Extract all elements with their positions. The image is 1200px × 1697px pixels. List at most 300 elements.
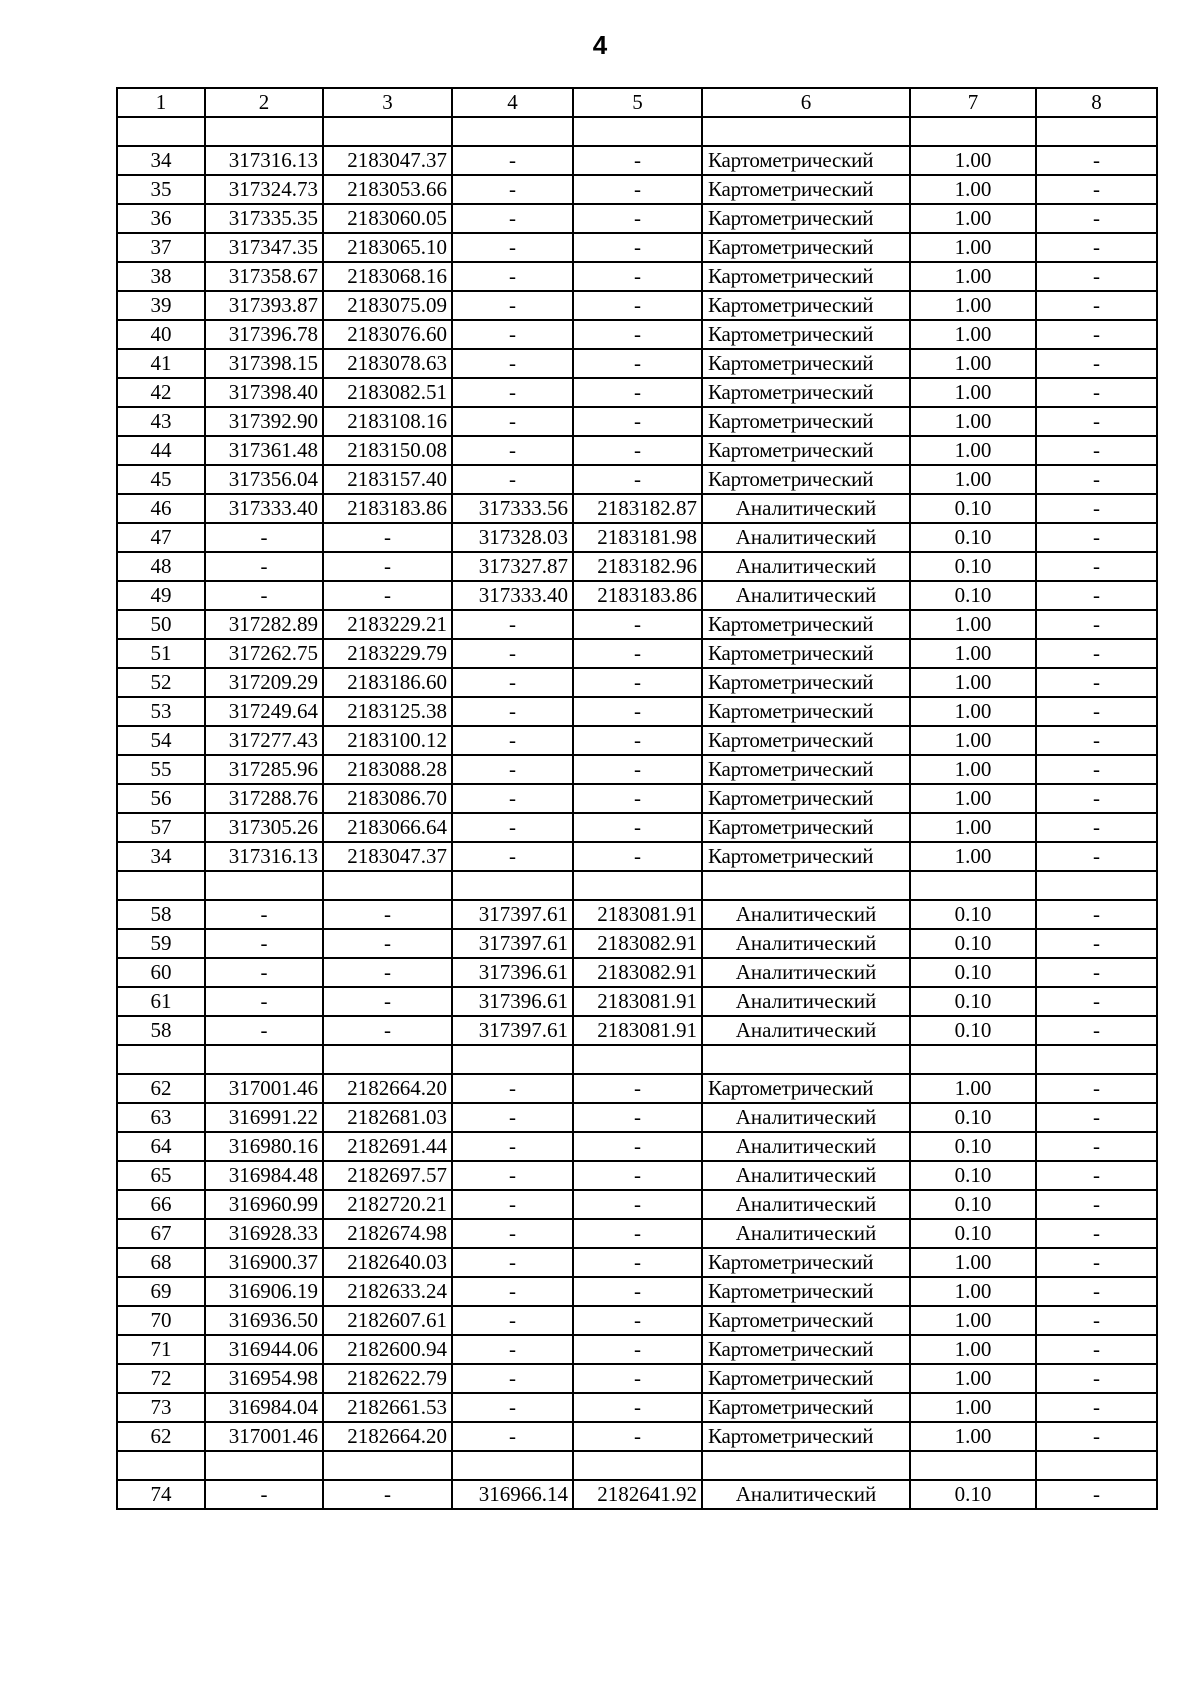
cell-col-3: 2183078.63 — [323, 349, 452, 378]
cell-col-6: Аналитический — [702, 900, 910, 929]
table-row — [117, 552, 1157, 581]
cell-col-3: 2183229.79 — [323, 639, 452, 668]
table-row — [117, 1219, 1157, 1248]
cell-col-1: 59 — [117, 929, 205, 958]
cell-col-6: Картометрический — [702, 262, 910, 291]
cell-col-5: - — [573, 755, 702, 784]
cell-col-1: 44 — [117, 436, 205, 465]
cell-col-8: - — [1036, 1016, 1157, 1045]
cell-col-7: 1.00 — [910, 465, 1036, 494]
cell-col-8: - — [1036, 813, 1157, 842]
cell-col-2: 317335.35 — [205, 204, 323, 233]
cell-col-2: 316954.98 — [205, 1364, 323, 1393]
cell-col-3: 2182622.79 — [323, 1364, 452, 1393]
cell-col-2: 317305.26 — [205, 813, 323, 842]
cell-col-2: 317393.87 — [205, 291, 323, 320]
cell-col-6: Картометрический — [702, 639, 910, 668]
cell-col-1: 55 — [117, 755, 205, 784]
cell-col-2: - — [205, 523, 323, 552]
cell-col-5: - — [573, 262, 702, 291]
cell-col-3: 2182633.24 — [323, 1277, 452, 1306]
column-header-4: 4 — [452, 88, 573, 117]
table-row — [117, 610, 1157, 639]
cell-col-3: 2182607.61 — [323, 1306, 452, 1335]
cell-col-2: - — [205, 1480, 323, 1509]
column-header-5: 5 — [573, 88, 702, 117]
empty-cell — [1036, 1045, 1157, 1074]
cell-col-7: 0.10 — [910, 523, 1036, 552]
cell-col-2: 316984.04 — [205, 1393, 323, 1422]
table-row — [117, 1277, 1157, 1306]
cell-col-1: 72 — [117, 1364, 205, 1393]
cell-col-6: Аналитический — [702, 1190, 910, 1219]
cell-col-7: 1.00 — [910, 784, 1036, 813]
cell-col-8: - — [1036, 1132, 1157, 1161]
cell-col-1: 66 — [117, 1190, 205, 1219]
cell-col-3: - — [323, 581, 452, 610]
cell-col-6: Картометрический — [702, 349, 910, 378]
cell-col-4: - — [452, 1364, 573, 1393]
column-header-6: 6 — [702, 88, 910, 117]
cell-col-4: - — [452, 146, 573, 175]
cell-col-1: 35 — [117, 175, 205, 204]
cell-col-3: - — [323, 1016, 452, 1045]
cell-col-7: 1.00 — [910, 175, 1036, 204]
cell-col-2: 317277.43 — [205, 726, 323, 755]
cell-col-8: - — [1036, 1480, 1157, 1509]
cell-col-8: - — [1036, 900, 1157, 929]
cell-col-5: - — [573, 1132, 702, 1161]
cell-col-7: 0.10 — [910, 929, 1036, 958]
cell-col-6: Аналитический — [702, 494, 910, 523]
empty-cell — [573, 1045, 702, 1074]
empty-cell — [452, 1045, 573, 1074]
separator-row — [117, 871, 1157, 900]
cell-col-6: Картометрический — [702, 407, 910, 436]
cell-col-6: Картометрический — [702, 146, 910, 175]
cell-col-8: - — [1036, 842, 1157, 871]
cell-col-8: - — [1036, 436, 1157, 465]
cell-col-7: 1.00 — [910, 1393, 1036, 1422]
empty-cell — [702, 1451, 910, 1480]
cell-col-2: 317324.73 — [205, 175, 323, 204]
cell-col-4: 317396.61 — [452, 958, 573, 987]
cell-col-7: 1.00 — [910, 233, 1036, 262]
cell-col-1: 65 — [117, 1161, 205, 1190]
cell-col-2: 317001.46 — [205, 1422, 323, 1451]
table-row — [117, 1480, 1157, 1509]
cell-col-1: 70 — [117, 1306, 205, 1335]
cell-col-5: - — [573, 842, 702, 871]
cell-col-1: 45 — [117, 465, 205, 494]
cell-col-2: - — [205, 987, 323, 1016]
cell-col-1: 51 — [117, 639, 205, 668]
cell-col-2: 317358.67 — [205, 262, 323, 291]
cell-col-7: 0.10 — [910, 1103, 1036, 1132]
cell-col-1: 62 — [117, 1074, 205, 1103]
cell-col-4: 317397.61 — [452, 1016, 573, 1045]
cell-col-6: Картометрический — [702, 813, 910, 842]
cell-col-7: 0.10 — [910, 958, 1036, 987]
cell-col-2: 316984.48 — [205, 1161, 323, 1190]
cell-col-6: Аналитический — [702, 929, 910, 958]
cell-col-4: - — [452, 1248, 573, 1277]
cell-col-5: - — [573, 1335, 702, 1364]
empty-cell — [573, 871, 702, 900]
cell-col-7: 0.10 — [910, 1132, 1036, 1161]
cell-col-5: - — [573, 378, 702, 407]
cell-col-4: - — [452, 697, 573, 726]
cell-col-5: - — [573, 465, 702, 494]
cell-col-5: - — [573, 204, 702, 233]
empty-cell — [205, 1045, 323, 1074]
empty-cell — [573, 117, 702, 146]
cell-col-4: - — [452, 1335, 573, 1364]
cell-col-3: 2183066.64 — [323, 813, 452, 842]
cell-col-1: 37 — [117, 233, 205, 262]
table-row — [117, 1132, 1157, 1161]
cell-col-4: 316966.14 — [452, 1480, 573, 1509]
cell-col-1: 61 — [117, 987, 205, 1016]
cell-col-2: 316928.33 — [205, 1219, 323, 1248]
empty-cell — [452, 871, 573, 900]
cell-col-1: 62 — [117, 1422, 205, 1451]
cell-col-5: 2183081.91 — [573, 900, 702, 929]
cell-col-7: 1.00 — [910, 1074, 1036, 1103]
cell-col-7: 0.10 — [910, 552, 1036, 581]
cell-col-6: Картометрический — [702, 726, 910, 755]
empty-cell — [1036, 117, 1157, 146]
cell-col-2: 317398.15 — [205, 349, 323, 378]
cell-col-4: - — [452, 1306, 573, 1335]
empty-cell — [205, 871, 323, 900]
empty-cell — [323, 871, 452, 900]
table-row — [117, 233, 1157, 262]
cell-col-1: 39 — [117, 291, 205, 320]
cell-col-8: - — [1036, 1248, 1157, 1277]
cell-col-8: - — [1036, 1393, 1157, 1422]
cell-col-8: - — [1036, 1335, 1157, 1364]
cell-col-6: Аналитический — [702, 523, 910, 552]
cell-col-5: 2183181.98 — [573, 523, 702, 552]
cell-col-6: Картометрический — [702, 1335, 910, 1364]
cell-col-5: - — [573, 1277, 702, 1306]
empty-cell — [1036, 871, 1157, 900]
cell-col-2: 317392.90 — [205, 407, 323, 436]
cell-col-7: 1.00 — [910, 1248, 1036, 1277]
cell-col-5: - — [573, 697, 702, 726]
cell-col-7: 1.00 — [910, 610, 1036, 639]
cell-col-8: - — [1036, 378, 1157, 407]
cell-col-5: - — [573, 610, 702, 639]
table-row — [117, 581, 1157, 610]
cell-col-8: - — [1036, 1103, 1157, 1132]
table-row — [117, 784, 1157, 813]
table-row — [117, 1074, 1157, 1103]
cell-col-8: - — [1036, 784, 1157, 813]
table-row — [117, 349, 1157, 378]
cell-col-2: 317316.13 — [205, 842, 323, 871]
cell-col-3: 2183065.10 — [323, 233, 452, 262]
cell-col-6: Картометрический — [702, 320, 910, 349]
cell-col-7: 1.00 — [910, 262, 1036, 291]
cell-col-2: - — [205, 552, 323, 581]
cell-col-5: - — [573, 436, 702, 465]
cell-col-5: - — [573, 1248, 702, 1277]
cell-col-4: - — [452, 465, 573, 494]
cell-col-8: - — [1036, 233, 1157, 262]
cell-col-1: 49 — [117, 581, 205, 610]
cell-col-4: - — [452, 1190, 573, 1219]
table-body — [117, 117, 1157, 1509]
column-header-8: 8 — [1036, 88, 1157, 117]
cell-col-1: 48 — [117, 552, 205, 581]
empty-cell — [910, 871, 1036, 900]
cell-col-4: - — [452, 233, 573, 262]
cell-col-7: 0.10 — [910, 581, 1036, 610]
cell-col-6: Картометрический — [702, 784, 910, 813]
cell-col-2: 317316.13 — [205, 146, 323, 175]
empty-cell — [117, 1451, 205, 1480]
cell-col-8: - — [1036, 668, 1157, 697]
cell-col-4: 317397.61 — [452, 900, 573, 929]
cell-col-1: 43 — [117, 407, 205, 436]
cell-col-1: 56 — [117, 784, 205, 813]
separator-row — [117, 117, 1157, 146]
cell-col-4: - — [452, 262, 573, 291]
table-row — [117, 813, 1157, 842]
cell-col-7: 1.00 — [910, 1422, 1036, 1451]
cell-col-5: - — [573, 639, 702, 668]
cell-col-5: 2183182.96 — [573, 552, 702, 581]
cell-col-7: 0.10 — [910, 1190, 1036, 1219]
cell-col-4: - — [452, 755, 573, 784]
cell-col-3: - — [323, 900, 452, 929]
table-row — [117, 726, 1157, 755]
table-row — [117, 1422, 1157, 1451]
cell-col-7: 1.00 — [910, 378, 1036, 407]
cell-col-6: Картометрический — [702, 1393, 910, 1422]
cell-col-1: 38 — [117, 262, 205, 291]
cell-col-2: 317285.96 — [205, 755, 323, 784]
cell-col-4: 317333.40 — [452, 581, 573, 610]
cell-col-8: - — [1036, 349, 1157, 378]
table-row — [117, 1103, 1157, 1132]
table-row — [117, 523, 1157, 552]
cell-col-2: 317398.40 — [205, 378, 323, 407]
cell-col-3: 2182720.21 — [323, 1190, 452, 1219]
cell-col-3: 2183150.08 — [323, 436, 452, 465]
cell-col-3: 2183100.12 — [323, 726, 452, 755]
table-row — [117, 378, 1157, 407]
cell-col-3: 2183047.37 — [323, 146, 452, 175]
table-row — [117, 697, 1157, 726]
cell-col-7: 1.00 — [910, 813, 1036, 842]
cell-col-4: 317397.61 — [452, 929, 573, 958]
cell-col-7: 1.00 — [910, 697, 1036, 726]
cell-col-4: - — [452, 1277, 573, 1306]
cell-col-2: - — [205, 581, 323, 610]
cell-col-6: Аналитический — [702, 1132, 910, 1161]
cell-col-2: 317001.46 — [205, 1074, 323, 1103]
cell-col-5: 2183081.91 — [573, 987, 702, 1016]
cell-col-2: 316906.19 — [205, 1277, 323, 1306]
cell-col-5: - — [573, 175, 702, 204]
cell-col-3: 2183047.37 — [323, 842, 452, 871]
cell-col-5: 2183182.87 — [573, 494, 702, 523]
cell-col-6: Картометрический — [702, 1277, 910, 1306]
cell-col-7: 1.00 — [910, 291, 1036, 320]
cell-col-7: 1.00 — [910, 1277, 1036, 1306]
cell-col-7: 1.00 — [910, 668, 1036, 697]
cell-col-6: Картометрический — [702, 1364, 910, 1393]
table-row — [117, 320, 1157, 349]
cell-col-5: - — [573, 1190, 702, 1219]
cell-col-8: - — [1036, 1306, 1157, 1335]
cell-col-2: 316960.99 — [205, 1190, 323, 1219]
table-row — [117, 291, 1157, 320]
table-row — [117, 204, 1157, 233]
cell-col-5: 2183082.91 — [573, 929, 702, 958]
cell-col-5: - — [573, 1161, 702, 1190]
cell-col-7: 1.00 — [910, 320, 1036, 349]
empty-cell — [910, 117, 1036, 146]
cell-col-2: 317262.75 — [205, 639, 323, 668]
cell-col-8: - — [1036, 465, 1157, 494]
empty-cell — [117, 1045, 205, 1074]
cell-col-5: 2182641.92 — [573, 1480, 702, 1509]
empty-cell — [1036, 1451, 1157, 1480]
cell-col-7: 1.00 — [910, 726, 1036, 755]
table-row — [117, 1364, 1157, 1393]
table-row — [117, 1335, 1157, 1364]
cell-col-6: Картометрический — [702, 233, 910, 262]
cell-col-7: 1.00 — [910, 1335, 1036, 1364]
cell-col-3: 2183076.60 — [323, 320, 452, 349]
cell-col-1: 46 — [117, 494, 205, 523]
cell-col-5: - — [573, 407, 702, 436]
cell-col-8: - — [1036, 987, 1157, 1016]
cell-col-2: 316900.37 — [205, 1248, 323, 1277]
cell-col-3: - — [323, 1480, 452, 1509]
cell-col-5: - — [573, 784, 702, 813]
cell-col-3: - — [323, 552, 452, 581]
cell-col-1: 57 — [117, 813, 205, 842]
cell-col-3: 2183086.70 — [323, 784, 452, 813]
empty-cell — [910, 1451, 1036, 1480]
table-row — [117, 262, 1157, 291]
empty-cell — [702, 117, 910, 146]
cell-col-6: Картометрический — [702, 1248, 910, 1277]
table-row — [117, 1016, 1157, 1045]
cell-col-1: 73 — [117, 1393, 205, 1422]
cell-col-7: 0.10 — [910, 1219, 1036, 1248]
cell-col-8: - — [1036, 639, 1157, 668]
table-row — [117, 494, 1157, 523]
table-row — [117, 436, 1157, 465]
cell-col-7: 1.00 — [910, 349, 1036, 378]
cell-col-3: - — [323, 958, 452, 987]
table-row — [117, 668, 1157, 697]
cell-col-3: 2183088.28 — [323, 755, 452, 784]
table-row — [117, 1248, 1157, 1277]
cell-col-4: - — [452, 349, 573, 378]
cell-col-8: - — [1036, 262, 1157, 291]
cell-col-5: - — [573, 726, 702, 755]
cell-col-1: 41 — [117, 349, 205, 378]
separator-row — [117, 1045, 1157, 1074]
cell-col-3: 2183053.66 — [323, 175, 452, 204]
empty-cell — [323, 1045, 452, 1074]
cell-col-2: 317361.48 — [205, 436, 323, 465]
cell-col-1: 71 — [117, 1335, 205, 1364]
cell-col-1: 74 — [117, 1480, 205, 1509]
cell-col-4: 317333.56 — [452, 494, 573, 523]
empty-cell — [205, 1451, 323, 1480]
cell-col-6: Картометрический — [702, 378, 910, 407]
cell-col-1: 53 — [117, 697, 205, 726]
cell-col-6: Аналитический — [702, 552, 910, 581]
cell-col-5: 2183081.91 — [573, 1016, 702, 1045]
cell-col-8: - — [1036, 291, 1157, 320]
cell-col-5: - — [573, 813, 702, 842]
table-row — [117, 929, 1157, 958]
cell-col-4: - — [452, 784, 573, 813]
cell-col-4: - — [452, 1161, 573, 1190]
cell-col-3: 2182674.98 — [323, 1219, 452, 1248]
cell-col-1: 68 — [117, 1248, 205, 1277]
cell-col-3: 2183082.51 — [323, 378, 452, 407]
cell-col-1: 47 — [117, 523, 205, 552]
cell-col-1: 63 — [117, 1103, 205, 1132]
cell-col-8: - — [1036, 1422, 1157, 1451]
cell-col-7: 0.10 — [910, 1480, 1036, 1509]
cell-col-5: - — [573, 320, 702, 349]
cell-col-2: 316944.06 — [205, 1335, 323, 1364]
cell-col-4: - — [452, 1219, 573, 1248]
cell-col-3: 2182697.57 — [323, 1161, 452, 1190]
cell-col-5: - — [573, 1393, 702, 1422]
cell-col-6: Картометрический — [702, 668, 910, 697]
cell-col-2: 317333.40 — [205, 494, 323, 523]
cell-col-2: 317347.35 — [205, 233, 323, 262]
cell-col-7: 1.00 — [910, 1364, 1036, 1393]
cell-col-5: - — [573, 1422, 702, 1451]
cell-col-6: Картометрический — [702, 755, 910, 784]
cell-col-1: 50 — [117, 610, 205, 639]
cell-col-3: 2182681.03 — [323, 1103, 452, 1132]
cell-col-3: 2182664.20 — [323, 1422, 452, 1451]
cell-col-4: - — [452, 204, 573, 233]
cell-col-1: 60 — [117, 958, 205, 987]
empty-cell — [452, 117, 573, 146]
cell-col-8: - — [1036, 1161, 1157, 1190]
cell-col-7: 0.10 — [910, 1161, 1036, 1190]
cell-col-3: 2182600.94 — [323, 1335, 452, 1364]
cell-col-5: - — [573, 1074, 702, 1103]
cell-col-5: 2183183.86 — [573, 581, 702, 610]
cell-col-4: - — [452, 436, 573, 465]
empty-cell — [910, 1045, 1036, 1074]
cell-col-6: Аналитический — [702, 958, 910, 987]
cell-col-2: 317396.78 — [205, 320, 323, 349]
cell-col-8: - — [1036, 1074, 1157, 1103]
empty-cell — [452, 1451, 573, 1480]
cell-col-3: 2183125.38 — [323, 697, 452, 726]
cell-col-8: - — [1036, 726, 1157, 755]
cell-col-2: - — [205, 958, 323, 987]
cell-col-6: Аналитический — [702, 1161, 910, 1190]
